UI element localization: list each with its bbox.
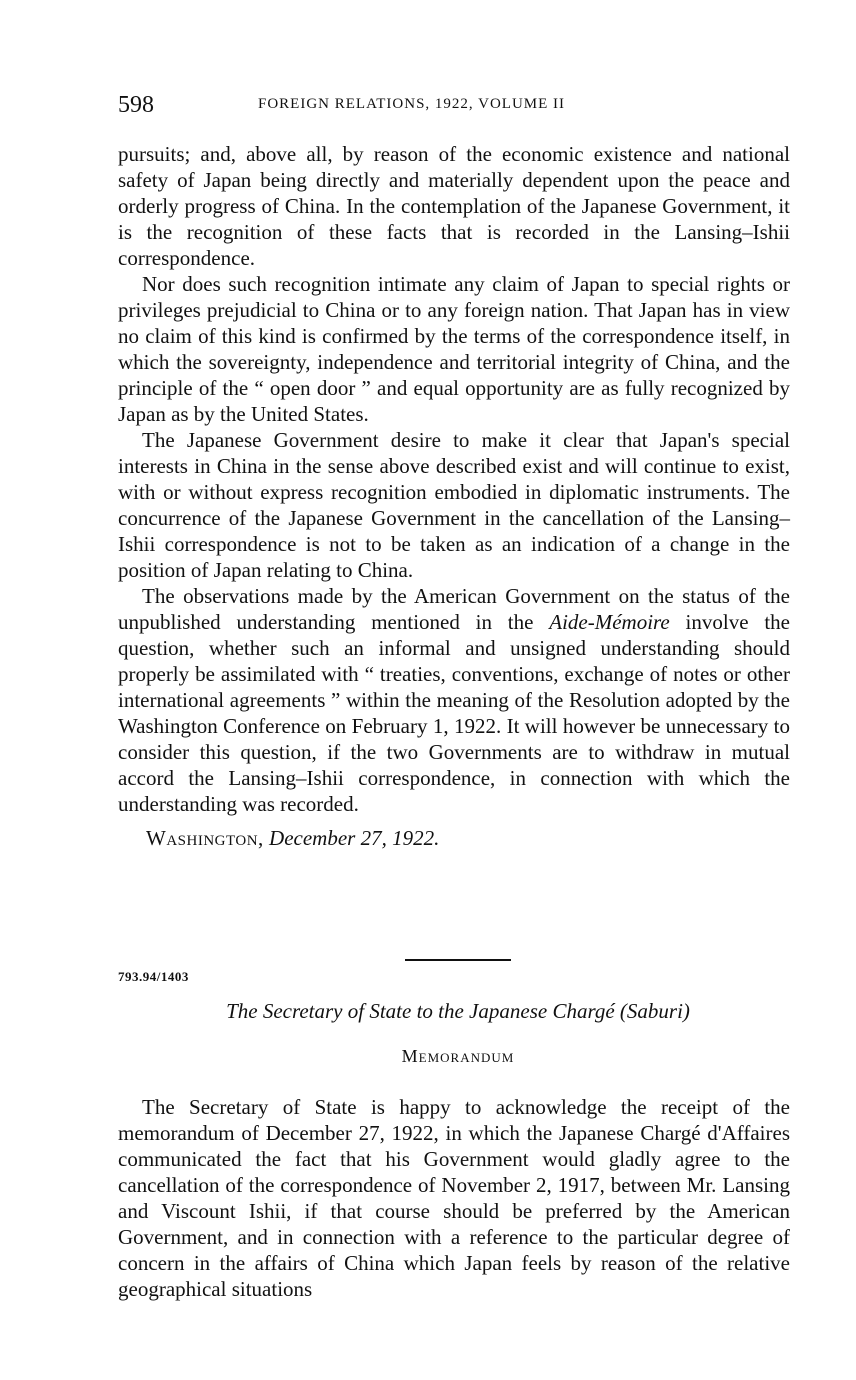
memorandum-paragraph: The Secretary of State is happy to acknowledge the receipt of the memorandum of December 27, 1922, in which the Japanese Chargé d'Affaires communicated the fact that his Government would gladly agree to the cancellation of the correspondence of November 2, 1917, between Mr. Lansing and Viscount Ishii, if that course should be preferred by the American Government, and in connection with a reference to the particular degree of concern in the affairs of China which Japan feels by reason of the relative geographical situations [118,1095,790,1301]
memorandum-heading: Memorandum [401,1046,515,1066]
paragraph-1: pursuits; and, above all, by reason of the economic existence and national safety of Japan being directly and materially dependent upon the peace and orderly progress of China. In the contemplation of the Japanese Government, it is the recognition of these facts that is recorded in the Lansing–Ishii correspondence. [118,142,790,270]
paragraph-4 [118,583,790,817]
paragraph-4-end: involve the question, whether such an informal and unsigned understanding should properly be assimilated with “ treaties, conventions, exchange of notes or other international agreements ” within the meaning of the Resolution adopted by the Washington Conference on February 1, 1922. It will however be unnecessary to consider this question, if the two Governments are to withdraw in mutual accord the Lansing–Ishii correspondence, in connection with which the understanding was recorded. [118,610,790,816]
section-divider [405,959,511,961]
running-head [118,92,798,122]
page-number: 598 [118,92,154,118]
document-title: The Secretary of State to the Japanese Chargé (Saburi) [226,999,690,1023]
header-title: FOREIGN RELATIONS, 1922, VOLUME II [258,96,566,112]
file-number: 793.94/1403 [118,969,189,984]
memorandum-body [118,1094,790,1302]
paragraph-4-start: The observations made by the American Government on the status of the unpublished understanding mentioned in the [118,584,790,634]
paragraph-2: Nor does such recognition intimate any claim of Japan to special rights or privileges prejudicial to China or to any foreign nation. That Japan has in view no claim of this kind is confirmed by the terms of the correspondence itself, in which the sovereignty, independence and territorial integrity of China, and the principle of the “ open door ” and equal opportunity are as fully recognized by Japan as by the United States. [118,272,790,426]
signoff-date: December 27, 1922. [269,826,440,850]
body-text [118,141,790,851]
signoff [118,825,790,851]
signoff-place: Washington, [146,826,264,850]
aide-memoire-term: Aide-Mémoire [549,610,670,634]
paragraph-3: The Japanese Government desire to make it clear that Japan's special interests in China in the sense above described exist and will continue to exist, with or without express recognition embodied in diplomatic instruments. The concurrence of the Japanese Government in the cancellation of the Lansing–Ishii correspondence is not to be taken as an indication of a change in the position of Japan relating to China. [118,428,790,582]
